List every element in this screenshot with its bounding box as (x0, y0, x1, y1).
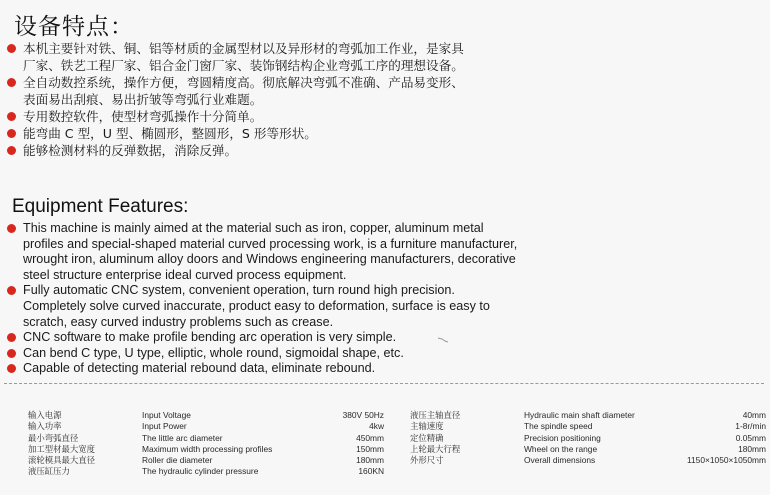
spec-value: 180mm (738, 443, 766, 454)
spec-label-chinese: 输入电源 (28, 410, 62, 420)
spec-label-english: Roller die diameter (142, 455, 213, 466)
bullet-dot-icon (7, 129, 16, 138)
feature-text-line: wrought iron, aluminum alloy doors and Windows engineering manufacturers, decorative (23, 252, 516, 267)
spec-label-english: The hydraulic cylinder pressure (142, 466, 259, 477)
spec-label-english: Hydraulic main shaft diameter (524, 410, 635, 420)
chinese-section-title: 设备特点： (14, 14, 134, 40)
feature-text-line: Capable of detecting material rebound data, eliminate rebound. (23, 361, 376, 376)
feature-text-line: 全自动数控系统，操作方便，弯圆精度高。彻底解决弯弧不准确、产品易变形、 (23, 75, 464, 90)
bullet-dot-icon (7, 78, 16, 87)
spec-value: 1150×1050×1050mm (686, 455, 766, 466)
feature-text-line: 能弯曲 C 型，U 型、椭圆形，整圆形，S 形等形状。 (23, 126, 317, 141)
spec-value: 380V 50Hz (342, 410, 384, 420)
english-feature-item (6, 361, 766, 377)
spec-value: 180mm (356, 455, 384, 466)
spec-value: 0.05mm (735, 432, 766, 443)
feature-text-line: steel structure enterprise ideal curved process equipment. (23, 267, 347, 282)
bullet-dot-icon (7, 44, 16, 53)
chinese-feature-item (6, 142, 746, 159)
feature-text-line: 表面易出刮痕、易出折皱等弯弧行业难题。 (23, 92, 263, 107)
feature-text-line: 专用数控软件，使型材弯弧操作十分简单。 (23, 109, 263, 124)
bullet-dot-icon (7, 146, 16, 155)
english-feature-item (6, 346, 766, 362)
feature-text-line: 本机主要针对铁、铜、铝等材质的金属型材以及异形材的弯弧加工作业，是家具 (23, 41, 464, 56)
bullet-dot-icon (7, 112, 16, 121)
specs-right-english-labels (524, 410, 635, 466)
spec-label-english: Maximum width processing profiles (142, 443, 273, 454)
spec-label-chinese: 输入功率 (28, 421, 62, 432)
specs-right-chinese-labels (410, 410, 460, 466)
feature-text-line: Can bend C type, U type, elliptic, whole round, sigmoidal shape, etc. (23, 345, 404, 360)
spec-value: 150mm (356, 443, 384, 454)
english-feature-item (6, 283, 766, 330)
specs-left-english-labels (142, 410, 272, 478)
spec-value: 40mm (742, 410, 766, 420)
spec-label-chinese: 上轮最大行程 (410, 443, 461, 454)
spec-label-english: Wheel on the range (524, 443, 598, 454)
section-divider (4, 383, 764, 384)
english-section-title: Equipment Features: (12, 196, 189, 217)
feature-text-line: 能够检测材料的反弹数据，消除反弹。 (23, 143, 238, 158)
bullet-dot-icon (7, 349, 16, 358)
spec-label-chinese: 主轴速度 (410, 421, 444, 432)
spec-value: 160KN (358, 466, 384, 477)
feature-text-line: 厂家、铁艺工程厂家、铝合金门窗厂家、装饰钢结构企业弯弧工序的理想设备。 (23, 58, 464, 73)
feature-text-line: Fully automatic CNC system, convenient operation, turn round high precision. (23, 283, 455, 298)
spec-label-english: Overall dimensions (524, 455, 596, 466)
bullet-dot-icon (7, 364, 16, 373)
spec-label-english: Input Voltage (142, 410, 191, 420)
feature-text-line: scratch, easy curved industry problems such as crease. (23, 314, 334, 329)
english-feature-item (6, 330, 766, 346)
specs-left-chinese-labels (28, 410, 95, 478)
spec-label-chinese: 滚轮模具最大直径 (28, 455, 95, 466)
spec-label-chinese: 加工型材最大宽度 (28, 443, 95, 454)
english-feature-list (6, 221, 766, 377)
spec-label-english: The little arc diameter (142, 432, 223, 443)
spec-value: 1-8r/min (735, 421, 766, 432)
specs-left-values (300, 410, 384, 478)
feature-text-line: CNC software to make profile bending arc operation is very simple. (23, 330, 397, 345)
spec-label-chinese: 外形尺寸 (410, 455, 444, 466)
spec-label-chinese: 液压缸压力 (28, 466, 70, 477)
specs-right-values (660, 410, 766, 466)
bullet-dot-icon (7, 333, 16, 342)
spec-value: 4kw (369, 421, 384, 432)
chinese-feature-list (6, 40, 746, 159)
scan-speck-mark (437, 337, 449, 343)
chinese-feature-item (6, 125, 746, 142)
spec-value: 450mm (356, 432, 384, 443)
bullet-dot-icon (7, 224, 16, 233)
spec-label-english: Input Power (142, 421, 187, 432)
spec-label-chinese: 液压主轴直径 (410, 410, 461, 420)
spec-label-chinese: 最小弯弧直径 (28, 432, 79, 443)
spec-label-english: Precision positioning (524, 432, 601, 443)
chinese-feature-item (6, 40, 746, 74)
chinese-feature-item (6, 108, 746, 125)
chinese-feature-item (6, 74, 746, 108)
feature-text-line: Completely solve curved inaccurate, product easy to deformation, surface is easy to (23, 298, 490, 313)
specifications-table (0, 410, 770, 482)
bullet-dot-icon (7, 286, 16, 295)
spec-label-english: The spindle speed (524, 421, 593, 432)
english-feature-item (6, 221, 766, 283)
feature-text-line: This machine is mainly aimed at the material such as iron, copper, aluminum metal (23, 221, 484, 235)
spec-label-chinese: 定位精确 (410, 432, 444, 443)
feature-text-line: profiles and special-shaped material curved processing work, is a furniture manufacturer, (23, 236, 518, 251)
